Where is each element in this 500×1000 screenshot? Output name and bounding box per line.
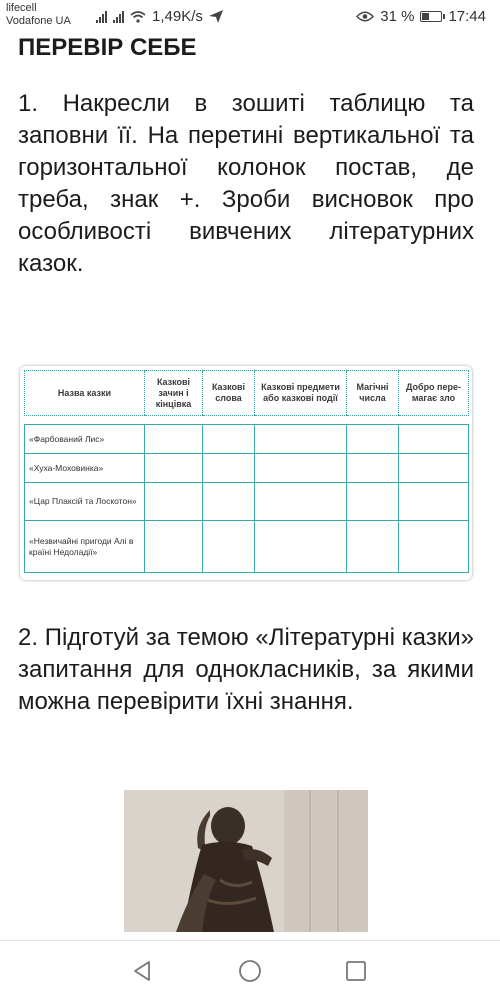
network-indicators <box>96 8 223 25</box>
battery-percent: 31 % <box>380 8 415 25</box>
cell <box>203 521 255 573</box>
page-content <box>18 34 474 715</box>
cell <box>347 454 399 483</box>
statue-photo <box>124 790 368 932</box>
home-icon[interactable] <box>237 958 263 984</box>
col-header-words: Казкові слова <box>203 371 255 416</box>
tale-name: «Фарбований Лис» <box>25 425 145 454</box>
signal-icon-2 <box>113 11 124 23</box>
battery-icon <box>420 11 442 22</box>
page-heading: ПЕРЕВІР СЕБЕ <box>18 34 197 61</box>
cell <box>203 425 255 454</box>
statue-illustration <box>124 790 368 932</box>
spacer-cell <box>25 416 469 425</box>
send-icon <box>209 10 223 23</box>
eye-icon <box>356 11 374 22</box>
status-bar <box>0 0 500 36</box>
cell <box>399 425 469 454</box>
cell <box>399 521 469 573</box>
table-grid <box>24 370 469 573</box>
navigation-bar <box>0 940 500 1000</box>
table-row <box>25 425 469 454</box>
signal-icon <box>96 11 107 23</box>
cell <box>347 521 399 573</box>
table-header-row <box>25 371 469 416</box>
cell <box>145 425 203 454</box>
cell <box>203 454 255 483</box>
cell <box>255 521 347 573</box>
clock: 17:44 <box>448 8 486 25</box>
cell <box>399 483 469 521</box>
table-row <box>25 454 469 483</box>
network-speed: 1,49K/s <box>152 8 203 25</box>
fairy-tales-table <box>20 366 472 580</box>
task-2-text: 2. Підготуй за темою «Літературні казки» запитання для однокласників, за якими можна перевірити їхні знання. <box>18 624 474 715</box>
tale-name: «Незвичайні пригоди Алі в країні Недоладії» <box>25 521 145 573</box>
col-header-good: Добро пере-магає зло <box>399 371 469 416</box>
col-header-numbers: Магічні числа <box>347 371 399 416</box>
recents-icon[interactable] <box>343 958 369 984</box>
battery-fill <box>422 13 428 20</box>
cell <box>145 521 203 573</box>
cell <box>347 425 399 454</box>
col-header-objects: Казкові предмети або казкові події <box>255 371 347 416</box>
cell <box>255 483 347 521</box>
cell <box>145 454 203 483</box>
wifi-icon <box>130 11 146 23</box>
carrier-labels <box>6 2 71 28</box>
carrier-1: lifecell <box>6 2 37 14</box>
cell <box>145 483 203 521</box>
cell <box>255 454 347 483</box>
carrier-2: Vodafone UA <box>6 15 71 27</box>
task-1-text: 1. Накресли в зошиті таблицю та заповни її. На перетині вертикальної та горизонтальної колонок постав, де треба, знак +. Зроби висновок про особливості вивчених літературних казок. <box>18 90 474 277</box>
tale-name: «Цар Плаксій та Лоскотон» <box>25 483 145 521</box>
col-header-title: Назва казки <box>25 371 145 416</box>
table-row <box>25 483 469 521</box>
cell <box>347 483 399 521</box>
cell <box>399 454 469 483</box>
table-row <box>25 521 469 573</box>
cell <box>203 483 255 521</box>
col-header-opening: Казкові зачин і кінцівка <box>145 371 203 416</box>
table-spacer <box>25 416 469 425</box>
tale-name: «Хуха-Моховинка» <box>25 454 145 483</box>
system-indicators <box>356 8 486 25</box>
cell <box>255 425 347 454</box>
back-icon[interactable] <box>130 958 156 984</box>
